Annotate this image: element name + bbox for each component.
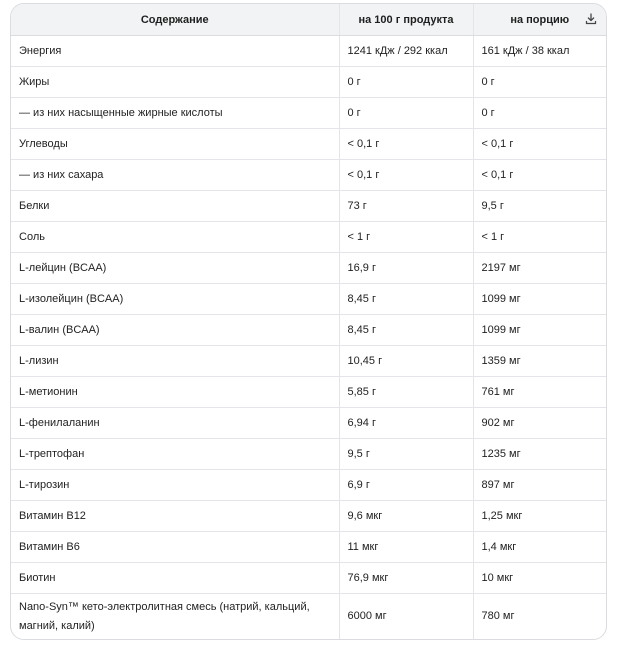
per-100g-cell: 10,45 г — [339, 346, 473, 377]
per-serving-cell: 1359 мг — [473, 346, 606, 377]
per-100g-cell: 6000 мг — [339, 594, 473, 640]
table-row — [11, 470, 606, 501]
nutrient-name-cell: L-тирозин — [11, 470, 339, 501]
per-serving-cell: 780 мг — [473, 594, 606, 640]
table-row — [11, 346, 606, 377]
per-serving-cell: 1,25 мкг — [473, 501, 606, 532]
column-header-per-serving — [473, 4, 606, 36]
nutrition-table-card — [10, 3, 607, 640]
nutrient-name-cell: L-фенилаланин — [11, 408, 339, 439]
nutrition-table — [11, 4, 606, 639]
per-100g-cell: < 1 г — [339, 222, 473, 253]
nutrient-name-cell: Nano-Syn™ кето-электролитная смесь (натрий, кальций, магний, калий) — [19, 600, 310, 632]
nutrient-name-cell: — из них насыщенные жирные кислоты — [11, 98, 339, 129]
per-100g-cell: 76,9 мкг — [339, 563, 473, 594]
nutrient-name-cell: L-лизин — [11, 346, 339, 377]
per-100g-cell: 5,85 г — [339, 377, 473, 408]
per-100g-cell: 0 г — [339, 67, 473, 98]
per-100g-cell: 8,45 г — [339, 315, 473, 346]
table-row — [11, 594, 606, 640]
table-row — [11, 191, 606, 222]
table-row — [11, 67, 606, 98]
per-serving-cell: < 0,1 г — [473, 160, 606, 191]
table-row — [11, 439, 606, 470]
per-serving-cell: 0 г — [473, 98, 606, 129]
per-100g-cell: 6,94 г — [339, 408, 473, 439]
table-row — [11, 501, 606, 532]
table-row — [11, 563, 606, 594]
per-serving-cell: < 0,1 г — [473, 129, 606, 160]
column-header-content: Содержание — [11, 4, 339, 36]
per-100g-cell: 9,5 г — [339, 439, 473, 470]
per-100g-cell: 6,9 г — [339, 470, 473, 501]
table-row — [11, 129, 606, 160]
column-header-per-100g: на 100 г продукта — [339, 4, 473, 36]
table-row — [11, 377, 606, 408]
nutrient-name-cell: L-трептофан — [11, 439, 339, 470]
per-100g-cell: 0 г — [339, 98, 473, 129]
table-row — [11, 222, 606, 253]
per-serving-cell: 2197 мг — [473, 253, 606, 284]
per-serving-cell: 161 кДж / 38 ккал — [473, 36, 606, 67]
nutrient-name-cell: — из них сахара — [11, 160, 339, 191]
per-serving-cell: < 1 г — [473, 222, 606, 253]
per-serving-cell: 1,4 мкг — [473, 532, 606, 563]
column-header-per-serving-label: на порцию — [510, 13, 570, 26]
table-row — [11, 284, 606, 315]
table-row — [11, 408, 606, 439]
table-body — [11, 36, 606, 640]
table-row — [11, 315, 606, 346]
per-serving-cell: 902 мг — [473, 408, 606, 439]
nutrient-name-cell: Биотин — [11, 563, 339, 594]
per-100g-cell: 8,45 г — [339, 284, 473, 315]
nutrient-name-cell: L-валин (BCAA) — [11, 315, 339, 346]
nutrient-name-cell: Соль — [11, 222, 339, 253]
per-serving-cell: 1099 мг — [473, 315, 606, 346]
table-header-row — [11, 4, 606, 36]
per-serving-cell: 1235 мг — [473, 439, 606, 470]
nutrient-name-cell: Углеводы — [11, 129, 339, 160]
per-100g-cell: < 0,1 г — [339, 160, 473, 191]
per-100g-cell: 16,9 г — [339, 253, 473, 284]
table-row — [11, 98, 606, 129]
per-serving-cell: 897 мг — [473, 470, 606, 501]
nutrient-name-cell: Белки — [11, 191, 339, 222]
per-serving-cell: 9,5 г — [473, 191, 606, 222]
nutrient-name-cell: Энергия — [11, 36, 339, 67]
nutrient-name-cell: Жиры — [11, 67, 339, 98]
per-100g-cell: < 0,1 г — [339, 129, 473, 160]
per-serving-cell: 761 мг — [473, 377, 606, 408]
per-serving-cell: 1099 мг — [473, 284, 606, 315]
table-row — [11, 160, 606, 191]
nutrient-name-cell: L-лейцин (BCAA) — [11, 253, 339, 284]
table-row — [11, 532, 606, 563]
table-row — [11, 36, 606, 67]
nutrient-name-cell: L-метионин — [11, 377, 339, 408]
table-row — [11, 253, 606, 284]
per-100g-cell: 9,6 мкг — [339, 501, 473, 532]
download-icon[interactable] — [584, 12, 598, 26]
per-100g-cell: 1241 кДж / 292 ккал — [339, 36, 473, 67]
per-100g-cell: 11 мкг — [339, 532, 473, 563]
per-serving-cell: 10 мкг — [473, 563, 606, 594]
nutrient-name-cell: Витамин B6 — [11, 532, 339, 563]
nutrient-name-cell: Витамин B12 — [11, 501, 339, 532]
nutrient-name-cell: L-изолейцин (BCAA) — [11, 284, 339, 315]
per-serving-cell: 0 г — [473, 67, 606, 98]
per-100g-cell: 73 г — [339, 191, 473, 222]
